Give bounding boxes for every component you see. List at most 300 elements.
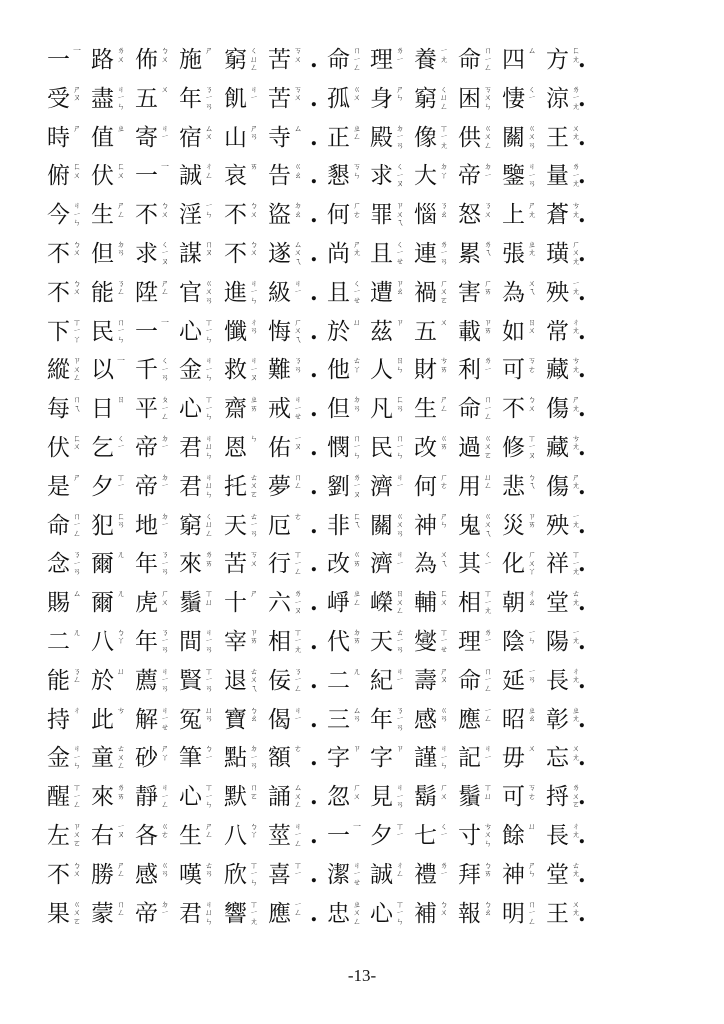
hanzi-char: 窮: [179, 512, 202, 539]
hanzi-char: 相: [268, 628, 291, 655]
zhuyin-annotation: ㄎㄨㄣ: [484, 84, 492, 111]
zhuyin-annotation: ㄕㄥ: [205, 821, 213, 840]
zhuyin-annotation: ㄋㄥ: [73, 666, 81, 685]
zhuyin-annotation: ㄕ: [205, 46, 213, 55]
hanzi-char: 罪: [370, 202, 393, 229]
zhuyin-annotation: ㄒㄧㄚ: [73, 317, 81, 344]
zhuyin-annotation: 一: [161, 317, 169, 327]
hanzi-char: 生: [91, 202, 114, 229]
zhuyin-annotation: ㄧㄡ: [294, 433, 302, 452]
zhuyin-annotation: ㄖㄨㄥ: [396, 589, 404, 616]
hanzi-char: 為: [414, 551, 437, 578]
mid-period: .: [310, 667, 318, 694]
end-period: .: [578, 240, 586, 267]
zhuyin-annotation: ㄒㄧㄥ: [294, 550, 302, 577]
mid-period: .: [310, 240, 318, 267]
zhuyin-annotation: 一: [73, 46, 81, 55]
hanzi-char: 鬚: [458, 784, 481, 811]
zhuyin-annotation: ㄊㄤ: [572, 860, 580, 879]
hanzi-char: 筆: [179, 745, 202, 772]
zhuyin-annotation: ㄌㄧ: [484, 627, 492, 646]
zhuyin-annotation: ㄐㄧㄣ: [73, 744, 81, 771]
hanzi-char: 但: [91, 240, 114, 267]
zhuyin-annotation: ㄇㄟ: [73, 395, 81, 413]
hanzi-char: 間: [179, 628, 202, 655]
zhuyin-annotation: ㄖㄣ: [396, 356, 404, 374]
hanzi-char: 涼: [546, 85, 569, 112]
hanzi-char: 平: [135, 396, 158, 423]
hanzi-char: 殃: [546, 512, 569, 539]
zhuyin-annotation: ㄌㄧㄢ: [440, 239, 448, 266]
zhuyin-annotation: ㄍㄞ: [440, 433, 448, 452]
zhuyin-annotation: ㄧㄤ: [572, 278, 580, 297]
hanzi-char: 飢: [224, 85, 247, 112]
hanzi-char: 山: [224, 124, 247, 151]
zhuyin-annotation: ㄙ: [528, 46, 536, 55]
zhuyin-annotation: ㄕㄤ: [353, 239, 361, 258]
hanzi-char: 生: [414, 396, 437, 423]
hanzi-char: 劉: [327, 473, 350, 500]
zhuyin-annotation: ㄦ: [73, 627, 81, 637]
zhuyin-annotation: ㄨㄤ: [572, 899, 580, 918]
zhuyin-annotation: ㄧㄣ: [205, 201, 213, 219]
hanzi-char: 伏: [91, 163, 114, 190]
zhuyin-annotation: ㄌㄨ: [117, 46, 125, 64]
end-period: .: [578, 124, 586, 151]
hanzi-char: 怒: [458, 202, 481, 229]
zhuyin-annotation: ㄣ: [250, 433, 258, 443]
hanzi-char: 災: [502, 512, 525, 539]
hanzi-char: 感: [135, 861, 158, 888]
zhuyin-annotation: ㄇㄧㄥ: [484, 666, 492, 693]
hanzi-char: 五: [135, 85, 158, 112]
zhuyin-annotation: ㄔㄠ: [528, 589, 536, 607]
hanzi-char: 年: [135, 551, 158, 578]
hanzi-char: 薦: [135, 667, 158, 694]
zhuyin-annotation: ㄔㄤ: [572, 666, 580, 685]
zhuyin-annotation: ㄙㄨㄟ: [294, 239, 302, 266]
zhuyin-annotation: ㄐㄩㄣ: [205, 472, 213, 499]
zhuyin-annotation: ㄧㄤ: [572, 511, 580, 530]
hanzi-char: 悔: [268, 318, 291, 345]
hanzi-char: 紀: [370, 667, 393, 694]
hanzi-char: 不: [224, 202, 247, 229]
zhuyin-annotation: ㄏㄨㄚ: [528, 550, 536, 577]
hanzi-char: 求: [370, 163, 393, 190]
zhuyin-annotation: ㄅㄟ: [528, 472, 536, 491]
hanzi-char: 可: [502, 784, 525, 811]
zhuyin-annotation: ㄏㄨ: [440, 783, 448, 801]
verse-line: [47, 275, 687, 314]
zhuyin-annotation: ㄎㄜ: [528, 783, 536, 801]
zhuyin-annotation: ㄋㄧㄢ: [161, 627, 169, 654]
zhuyin-annotation: ㄐㄧㄢ: [205, 627, 213, 654]
hanzi-char: 孤: [327, 85, 350, 112]
hanzi-char: 誠: [370, 861, 393, 888]
mid-period: .: [310, 628, 318, 655]
hanzi-char: 化: [502, 551, 525, 578]
hanzi-char: 於: [327, 318, 350, 345]
hanzi-char: 非: [327, 512, 350, 539]
hanzi-char: 寶: [224, 706, 247, 733]
zhuyin-annotation: ㄒㄧㄥ: [73, 783, 81, 810]
verse-line: [47, 663, 687, 702]
zhuyin-annotation: ㄘㄤ: [572, 356, 580, 374]
zhuyin-annotation: ㄒㄧㄣ: [396, 899, 404, 926]
zhuyin-annotation: ㄌㄟ: [484, 239, 492, 258]
hanzi-char: 犯: [91, 512, 114, 539]
zhuyin-annotation: ㄕㄢ: [250, 123, 258, 142]
verse-line: [47, 42, 687, 81]
zhuyin-annotation: ㄘㄞ: [440, 356, 448, 374]
zhuyin-annotation: ㄕ: [73, 472, 81, 482]
zhuyin-annotation: ㄕㄣ: [528, 860, 536, 879]
hanzi-char: 能: [91, 279, 114, 306]
zhuyin-annotation: ㄔㄤ: [572, 317, 580, 336]
zhuyin-annotation: ㄑㄩㄥ: [440, 84, 448, 111]
zhuyin-annotation: ㄅㄚ: [250, 821, 258, 840]
hanzi-char: 行: [268, 551, 291, 578]
zhuyin-annotation: ㄐㄧㄣ: [440, 744, 448, 771]
hanzi-char: 朝: [502, 590, 525, 617]
hanzi-char: 報: [458, 900, 481, 927]
hanzi-char: 每: [47, 396, 70, 423]
hanzi-char: 砂: [135, 745, 158, 772]
zhuyin-annotation: ㄑㄧㄝ: [396, 239, 404, 266]
zhuyin-annotation: ㄐㄧ: [396, 472, 404, 491]
hanzi-char: 賢: [179, 667, 202, 694]
hanzi-char: 濟: [370, 551, 393, 578]
zhuyin-annotation: ㄩ: [528, 821, 536, 831]
zhuyin-annotation: ㄇㄧㄣ: [353, 433, 361, 460]
hanzi-char: 憫: [327, 434, 350, 461]
zhuyin-annotation: ㄆㄧㄥ: [161, 395, 169, 422]
hanzi-char: 遭: [370, 279, 393, 306]
hanzi-char: 佈: [135, 47, 158, 73]
hanzi-char: 告: [268, 163, 291, 190]
zhuyin-annotation: ㄓㄠ: [528, 705, 536, 724]
zhuyin-annotation: ㄌㄧㄡ: [294, 589, 302, 616]
zhuyin-annotation: ㄊㄤ: [572, 589, 580, 607]
mid-period: .: [310, 124, 318, 151]
zhuyin-annotation: ㄍㄨㄛ: [484, 433, 492, 460]
hanzi-char: 靜: [135, 784, 158, 811]
hanzi-char: 千: [135, 357, 158, 384]
zhuyin-annotation: ㄨㄤ: [572, 123, 580, 142]
zhuyin-annotation: ㄑㄧ: [117, 433, 125, 452]
hanzi-char: 各: [135, 822, 158, 849]
hanzi-char: 來: [179, 551, 202, 578]
mid-period: .: [310, 551, 318, 578]
hanzi-char: 但: [327, 396, 350, 423]
hanzi-char: 心: [179, 784, 202, 811]
end-period: .: [578, 163, 586, 190]
hanzi-char: 累: [458, 240, 481, 267]
zhuyin-annotation: ㄍㄞ: [353, 550, 361, 568]
hanzi-char: 嶸: [370, 590, 393, 617]
zhuyin-annotation: ㄍㄨㄢ: [396, 511, 404, 538]
zhuyin-annotation: ㄒㄧㄤ: [440, 123, 448, 150]
zhuyin-annotation: ㄌㄧㄤ: [572, 84, 580, 111]
zhuyin-annotation: ㄖㄨ: [528, 317, 536, 336]
hanzi-char: 鑒: [502, 163, 525, 190]
zhuyin-annotation: ㄊㄚ: [353, 356, 361, 374]
hanzi-char: 蒼: [546, 202, 569, 229]
hanzi-char: 是: [47, 473, 70, 500]
zhuyin-annotation: ㄓㄨㄥ: [353, 899, 361, 926]
hanzi-char: 一: [327, 822, 350, 849]
zhuyin-annotation: ㄒㄩ: [484, 783, 492, 801]
hanzi-char: 禍: [414, 279, 437, 306]
zhuyin-annotation: ㄋㄧㄢ: [73, 550, 81, 577]
zhuyin-annotation: ㄌㄧㄡ: [353, 472, 361, 499]
hanzi-char: 右: [91, 822, 114, 849]
zhuyin-annotation: ㄩ: [117, 666, 125, 676]
zhuyin-annotation: ㄌㄧ: [396, 46, 404, 64]
hanzi-char: 害: [458, 279, 481, 306]
zhuyin-annotation: ㄊㄧㄢ: [396, 627, 404, 654]
hanzi-char: 命: [458, 396, 481, 423]
hanzi-char: 養: [414, 47, 437, 73]
hanzi-char: 惱: [414, 202, 437, 229]
hanzi-char: 下: [47, 318, 70, 345]
zhuyin-annotation: ㄏㄜ: [440, 472, 448, 491]
hanzi-char: 一: [135, 318, 158, 345]
zhuyin-annotation: ㄕㄥ: [440, 395, 448, 413]
hanzi-char: 大: [414, 163, 437, 190]
hanzi-char: 輔: [414, 590, 437, 617]
zhuyin-annotation: ㄊㄨㄟ: [250, 666, 258, 693]
zhuyin-annotation: ㄗㄨㄛ: [73, 821, 81, 848]
hanzi-char: 日: [91, 396, 114, 423]
zhuyin-annotation: ㄩ: [353, 317, 361, 327]
verse-line: [47, 585, 687, 624]
mid-period: .: [310, 900, 318, 927]
hanzi-char: 供: [458, 124, 481, 151]
hanzi-char: 像: [414, 124, 437, 151]
hanzi-char: 左: [47, 822, 70, 849]
hanzi-char: 宿: [179, 124, 202, 151]
hanzi-char: 年: [179, 85, 202, 112]
hanzi-char: 蒙: [91, 900, 114, 927]
hanzi-char: 藏: [546, 434, 569, 461]
zhuyin-annotation: ㄐㄧㄝ: [294, 395, 302, 422]
hanzi-char: 十: [224, 590, 247, 617]
zhuyin-annotation: ㄋㄧㄢ: [205, 84, 213, 111]
end-period: .: [578, 861, 586, 888]
hanzi-char: 年: [370, 706, 393, 733]
zhuyin-annotation: ㄑㄧ: [484, 550, 492, 568]
zhuyin-annotation: ㄖ: [117, 395, 125, 405]
zhuyin-annotation: ㄇㄧㄥ: [484, 395, 492, 422]
zhuyin-annotation: ㄐㄧㄝ: [161, 705, 169, 732]
zhuyin-annotation: ㄌㄧ: [440, 860, 448, 879]
hanzi-char: 持: [47, 706, 70, 733]
zhuyin-annotation: ㄍㄨㄛ: [73, 899, 81, 926]
hanzi-char: 天: [224, 512, 247, 539]
hanzi-char: 捋: [546, 784, 569, 811]
end-period: .: [578, 745, 586, 772]
mid-period: .: [310, 512, 318, 539]
hanzi-char: 命: [327, 47, 350, 73]
verse-line: [47, 120, 687, 159]
zhuyin-annotation: ㄕㄥ: [117, 201, 125, 219]
zhuyin-annotation: ㄒㄧㄣ: [205, 783, 213, 810]
zhuyin-annotation: ㄔㄥ: [205, 162, 213, 180]
hanzi-char: 哀: [224, 163, 247, 190]
zhuyin-annotation: ㄒㄩ: [205, 589, 213, 607]
hanzi-char: 二: [327, 667, 350, 694]
hanzi-char: 欣: [224, 861, 247, 888]
hanzi-char: 帝: [458, 163, 481, 190]
hanzi-char: 正: [327, 124, 350, 151]
zhuyin-annotation: ㄏㄨ: [353, 783, 361, 801]
hanzi-char: 懺: [224, 318, 247, 345]
hanzi-char: 民: [370, 434, 393, 461]
end-period: .: [578, 551, 586, 578]
hanzi-char: 遂: [268, 240, 291, 267]
zhuyin-annotation: ㄐㄧ: [484, 744, 492, 762]
zhuyin-annotation: ㄎㄜ: [528, 356, 536, 374]
zhuyin-annotation: ㄋㄨ: [484, 201, 492, 219]
zhuyin-annotation: ㄗ: [396, 317, 404, 327]
zhuyin-annotation: ㄐㄩㄣ: [205, 433, 213, 460]
hanzi-char: 相: [458, 590, 481, 617]
hanzi-char: 進: [224, 279, 247, 306]
hanzi-char: 為: [502, 279, 525, 306]
zhuyin-annotation: ㄩㄥ: [484, 472, 492, 491]
zhuyin-annotation: ㄓㄥ: [353, 589, 361, 607]
zhuyin-annotation: ㄒㄧㄡ: [528, 433, 536, 460]
verse-line: [47, 236, 687, 275]
hanzi-char: 盡: [91, 85, 114, 112]
hanzi-char: 堂: [546, 590, 569, 617]
hanzi-char: 夢: [268, 473, 291, 500]
zhuyin-annotation: ㄋㄧㄢ: [161, 550, 169, 577]
verse-line: [47, 896, 687, 935]
hanzi-char: 改: [414, 434, 437, 461]
hanzi-char: 醒: [47, 784, 70, 811]
zhuyin-annotation: ㄑㄧ: [440, 821, 448, 840]
zhuyin-annotation: ㄌㄧ: [484, 356, 492, 374]
verse-line: [47, 197, 687, 236]
hanzi-char: 盜: [268, 202, 291, 229]
hanzi-char: 字: [370, 745, 393, 772]
hanzi-char: 補: [414, 900, 437, 927]
zhuyin-annotation: ㄐㄧ: [161, 123, 169, 142]
zhuyin-annotation: ㄉㄢ: [117, 239, 125, 258]
zhuyin-annotation: ㄈㄟ: [353, 511, 361, 530]
hanzi-char: 鬼: [458, 512, 481, 539]
hanzi-char: 身: [370, 85, 393, 112]
hanzi-char: 心: [179, 318, 202, 345]
zhuyin-annotation: ㄦ: [117, 550, 125, 560]
hanzi-char: 鬚: [179, 590, 202, 617]
zhuyin-annotation: ㄉㄧㄢ: [396, 123, 404, 150]
zhuyin-annotation: ㄑㄧㄝ: [353, 278, 361, 305]
zhuyin-annotation: ㄋㄢ: [294, 356, 302, 374]
verse-line: [47, 702, 687, 741]
verse-line: [47, 546, 687, 585]
zhuyin-annotation: ㄅㄨ: [440, 899, 448, 918]
zhuyin-annotation: 一: [117, 356, 125, 366]
hanzi-char: 帝: [135, 434, 158, 461]
zhuyin-annotation: ㄇㄥ: [117, 899, 125, 918]
zhuyin-annotation: ㄕㄡ: [73, 84, 81, 103]
hanzi-char: 餘: [502, 822, 525, 849]
zhuyin-annotation: ㄏㄨ: [161, 589, 169, 607]
hanzi-char: 謀: [179, 240, 202, 267]
zhuyin-annotation: ㄑㄧ: [528, 84, 536, 103]
zhuyin-annotation: ㄈㄨ: [117, 162, 125, 180]
hanzi-char: 今: [47, 202, 70, 229]
hanzi-char: 尚: [327, 240, 350, 267]
verse-lines: [47, 42, 687, 934]
hanzi-char: 窮: [414, 85, 437, 112]
end-period: .: [578, 357, 586, 384]
zhuyin-annotation: ㄒㄧ: [117, 472, 125, 491]
mid-period: .: [310, 745, 318, 772]
mid-period: .: [310, 318, 318, 345]
zhuyin-annotation: ㄏㄨㄛ: [440, 278, 448, 305]
hanzi-char: 不: [224, 240, 247, 267]
zhuyin-annotation: ㄈㄤ: [572, 46, 580, 64]
zhuyin-annotation: ㄕ: [73, 123, 81, 133]
zhuyin-annotation: ㄗㄞ: [484, 317, 492, 336]
hanzi-char: 燮: [414, 628, 437, 655]
zhuyin-annotation: ㄐㄧㄣ: [250, 278, 258, 305]
end-period: .: [578, 784, 586, 811]
zhuyin-annotation: ㄒㄧㄣ: [250, 860, 258, 887]
mid-period: .: [310, 357, 318, 384]
hanzi-char: 金: [47, 745, 70, 772]
hanzi-char: 理: [458, 628, 481, 655]
hanzi-char: 退: [224, 667, 247, 694]
zhuyin-annotation: ㄦ: [353, 666, 361, 676]
zhuyin-annotation: ㄈㄨ: [440, 589, 448, 607]
hanzi-char: 潔: [327, 861, 350, 888]
zhuyin-annotation: ㄏㄨㄤ: [572, 239, 580, 266]
zhuyin-annotation: ㄦ: [117, 589, 125, 599]
zhuyin-annotation: ㄊㄧㄢ: [250, 511, 258, 538]
hanzi-char: 虎: [135, 590, 158, 617]
zhuyin-annotation: ㄅㄨ: [250, 239, 258, 258]
zhuyin-annotation: ㄙ: [73, 589, 81, 599]
hanzi-char: 陞: [135, 279, 158, 306]
zhuyin-annotation: ㄐㄧ: [396, 550, 404, 568]
zhuyin-annotation: ㄙㄨ: [205, 123, 213, 142]
hanzi-char: 上: [502, 202, 525, 229]
zhuyin-annotation: ㄉㄧㄢ: [250, 744, 258, 771]
hanzi-char: 俯: [47, 163, 70, 190]
zhuyin-annotation: ㄒㄧㄣ: [205, 395, 213, 422]
verse-line: [47, 469, 687, 508]
hanzi-char: 明: [502, 900, 525, 927]
zhuyin-annotation: ㄨ: [440, 317, 448, 327]
zhuyin-annotation: ㄙㄢ: [353, 705, 361, 724]
end-period: .: [578, 667, 586, 694]
hanzi-char: 天: [370, 628, 393, 655]
zhuyin-annotation: ㄔㄤ: [572, 821, 580, 840]
verse-line: [47, 779, 687, 818]
zhuyin-annotation: ㄉㄧ: [161, 472, 169, 491]
hanzi-char: 璜: [546, 240, 569, 267]
verse-line: [47, 818, 687, 857]
zhuyin-annotation: ㄍㄨㄢ: [528, 123, 536, 150]
zhuyin-annotation: ㄍㄢ: [440, 705, 448, 724]
hanzi-char: 六: [268, 590, 291, 617]
hanzi-char: 戒: [268, 396, 291, 423]
